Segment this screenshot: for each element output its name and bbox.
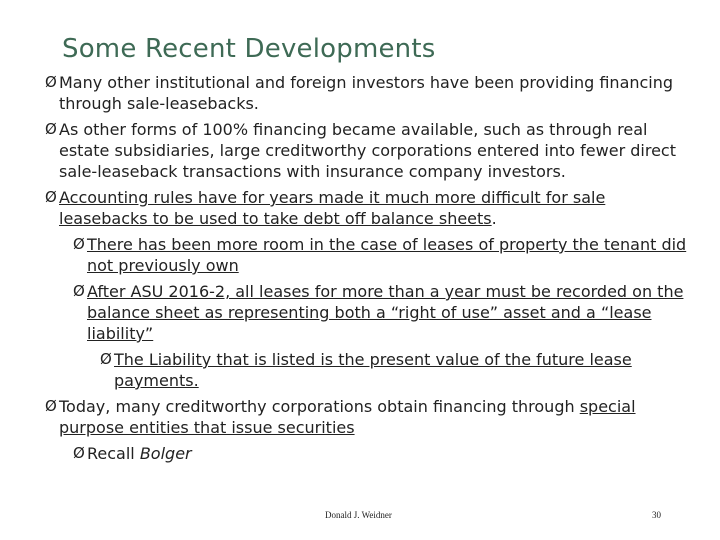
bullet-text-underlined: There has been more room in the case of leases of property the tenant did not previously own: [87, 235, 687, 275]
sub-bullet-item: [45, 443, 695, 464]
arrow-bullet-icon: Ø: [100, 350, 112, 368]
bullet-text: .: [491, 209, 497, 228]
slide-title: Some Recent Developments: [62, 34, 436, 64]
bullet-list: [45, 72, 695, 469]
bullet-item: [45, 187, 695, 229]
bullet-text-underlined: The Liability that is listed is the present value of the future lease payments.: [114, 350, 632, 390]
bullet-item: [45, 396, 695, 438]
arrow-bullet-icon: Ø: [45, 73, 57, 91]
arrow-bullet-icon: Ø: [73, 444, 85, 462]
arrow-bullet-icon: Ø: [45, 120, 57, 138]
arrow-bullet-icon: Ø: [73, 235, 85, 253]
bullet-text: Recall: [87, 444, 140, 463]
sub-bullet-item: [45, 281, 695, 344]
bullet-text-underlined: special purpose entities that issue securities: [59, 397, 636, 437]
arrow-bullet-icon: Ø: [45, 397, 57, 415]
sub-sub-bullet-item: [45, 349, 695, 391]
sub-bullet-item: [45, 234, 695, 276]
bullet-text: Today, many creditworthy corporations obtain financing through: [59, 397, 580, 416]
footer-author: Donald J. Weidner: [325, 510, 392, 520]
bullet-item: [45, 72, 695, 114]
bullet-item: [45, 119, 695, 182]
bullet-text-underlined: After ASU 2016-2, all leases for more than a year must be recorded on the balance sheet as representing both a “right of use” asset and a “lease liability”: [87, 282, 684, 343]
bullet-text-italic: Bolger: [139, 444, 192, 463]
arrow-bullet-icon: Ø: [73, 282, 85, 300]
bullet-text: Many other institutional and foreign investors have been providing financing through sale-leasebacks.: [59, 73, 674, 113]
arrow-bullet-icon: Ø: [45, 188, 57, 206]
bullet-text-underlined: Accounting rules have for years made it much more difficult for sale leasebacks to be used to take debt off balance sheets: [59, 188, 606, 228]
bullet-text: As other forms of 100% financing became available, such as through real estate subsidiaries, large creditworthy corporations entered into fewer direct sale-leaseback transactions with insurance company investors.: [59, 120, 676, 181]
page-number: 30: [652, 510, 661, 520]
